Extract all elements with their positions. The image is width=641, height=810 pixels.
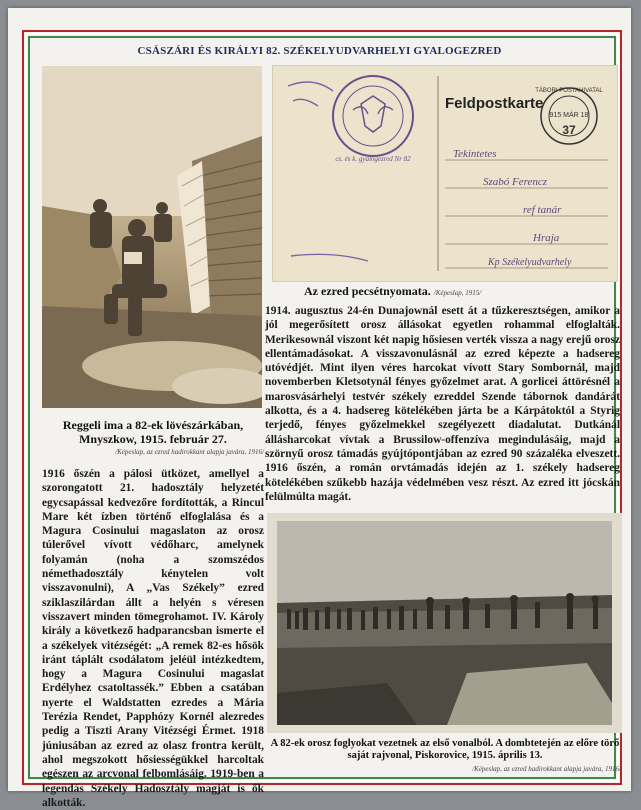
page-title: CSÁSZÁRI ÉS KIRÁLYI 82. SZÉKELYUDVARHELYI GYALOGEZRED — [137, 45, 502, 57]
trench-photo-credit: /Képeslap, az ezred hadirokkant alapja javára, 1916/ — [115, 448, 264, 456]
postcard-caption-text: Az ezred pecsétnyomata. — [304, 284, 431, 298]
address-line-4: Hraja — [533, 232, 560, 244]
regiment-seal — [333, 76, 413, 156]
postmark-stamp — [535, 87, 603, 144]
postcard-credit: /Képeslap, 1915/ — [433, 289, 482, 297]
postmark-number: 37 — [562, 123, 576, 137]
battlefield-photo-credit: /Képeslap, az ezred hadirokkant alapja javára, 1916/ — [472, 765, 621, 773]
postmark-date: 915 MÁR 18 — [549, 112, 589, 119]
battlefield-photo — [267, 513, 622, 733]
history-text-block-2: 1916 őszén a pálosi ütközet, amellyel a szorongatott 21. hadosztály helyzetét egycsapással kedvezőre fordították, a Rincul Mare két ízben történő elfoglalása és a Magura Cosinului magaslaton az orosz túlerővel vívott védőharc, amelynek folyamán (noha a szomszédos némethadosztály kénytelen volt visszavonulni), A „Vas Székely” ezred sziklaszilárdan állt a helyén s véresen visszavert minden tömegrohamot. IV. Károly király a következő hadparancsban ismerte el a székelyek vitézségét: „A remek 82-es hősök iránt táplált csodálatom jeléül intézkedtem, hogy a Magura Cosinului magaslat Erdélyhez csatoltassék.” Ebben a csatában nyerte el Waldstatten ezredes a Mária Terézia Rendet, Papphózy Kornél alezredes pedig a Tiszti Arany Vitézségi Érmet. 1918 júniusában az ezred az olasz frontra került, ahol megszokott hősiességükkel harcoltak egészen az arcvonal felbomlásáig. 1919-ben a legendás Székely Hadosztály magját is ők alkották. — [42, 468, 264, 809]
postmark-top-text: TÁBORI POSTAHIVATAL — [535, 88, 603, 94]
battlefield-photo-caption: A 82-ek orosz foglyokat vezetnek az első vonalból. A dombtetején az előre törő saját rajvonal, Piskorovice, 1915. április 13. — [270, 738, 620, 761]
address-line-3: ref tanár — [523, 204, 562, 216]
field-postcard — [272, 65, 618, 282]
address-line-5: Kp Székelyudvarhely — [488, 257, 572, 268]
address-line-1: Tekintetes — [453, 148, 497, 160]
album-page — [8, 8, 631, 809]
history-text-block-1: 1914. augusztus 24-én Dunajownál esett át a tűzkeresztségen, amikor a jól megerősített orosz állásokat egyetlen rohammal elfoglalták. Merikesownál viszont két napig hősiesen verték vissza a nagy erejű orosz ellentámadásokat. A visszavonulásnál az ezred képezte a hadsereg utóvédjét. Mint ilyen véres harcokat vívott Stary Sombornál, majd novemberben Kletsotynál fényes győzelmet arat. A gorlicei áttörésnél a marosvásárhelyi testvér székely ezreddel Szende tábornok dandárát alkotta, és a 4. hadsereg kötelékében járta be a Kárpátoktól a Styrig terjedő, fényes győzelmekkel szegélyezett diadalutat. Dutkánál állásharcokat vívtak a Brussilow-offenzíva megindulásáig, majd a szörnyű orosz támadás gyújtópontjában az ezred 90 százaléka elveszett. 1916 őszén, a román orvtámadás idején az 1. székely hadsereg kötelékében szűkebb hazája védelmében vesz részt. Az ezred itt jócskán felülmúlta magát. — [265, 305, 620, 503]
seal-text: cs. és k. gyalogezred Nr 82 — [335, 155, 411, 163]
feldpostkarte-heading: Feldpostkarte — [445, 95, 544, 112]
trench-photo-caption: Reggeli ima a 82-ek lövészárkában, Mnyszkow, 1915. február 27. — [62, 418, 244, 446]
address-line-2: Szabó Ferencz — [483, 176, 548, 188]
trench-photo — [42, 66, 262, 408]
postcard-caption — [304, 284, 481, 299]
